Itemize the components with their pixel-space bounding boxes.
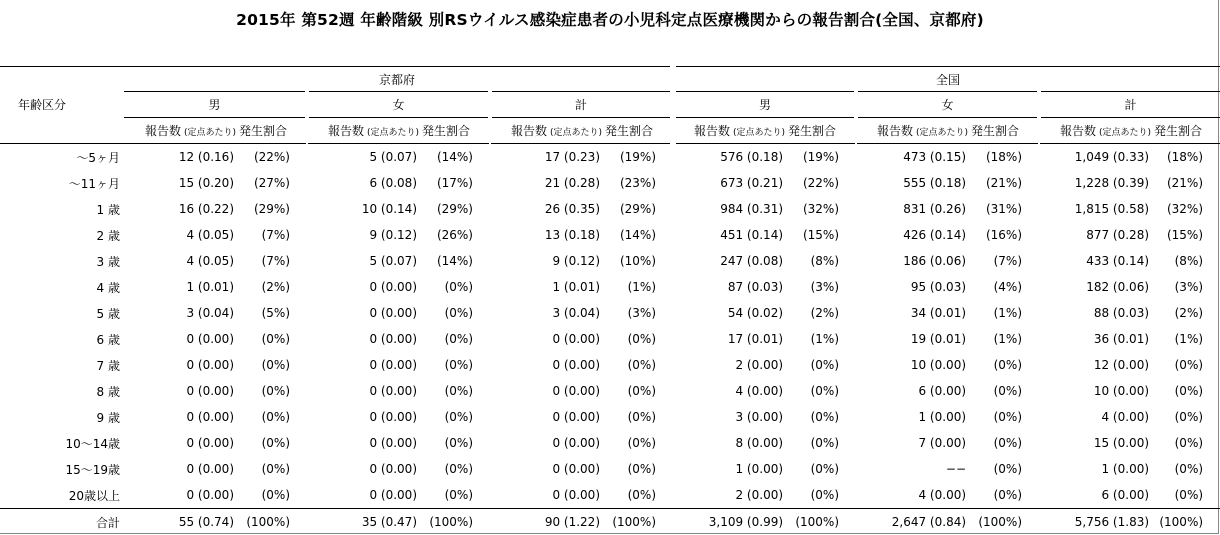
age-group-label: 6 歳 (96, 332, 120, 347)
kyoto-male-reports-subheader (124, 118, 237, 144)
kyoto-male-rate-subheader: 発生割合 (237, 118, 307, 144)
report-count-cell: 0 (0.00) (186, 358, 234, 372)
rate-cell: (10%) (619, 254, 657, 268)
report-count-cell: 0 (0.00) (552, 384, 600, 398)
age-group-label: 10〜14歳 (65, 436, 120, 451)
table-row (0, 248, 1220, 274)
rate-cell: (0%) (810, 488, 840, 502)
rate-cell: (3%) (1174, 280, 1204, 294)
report-count-cell: 16 (0.22) (178, 202, 234, 216)
report-count-cell: 34 (0.01) (910, 306, 967, 320)
rate-cell: (19%) (619, 150, 657, 164)
rate-cell: (2%) (810, 306, 840, 320)
per-site-label: (定点あたり) (732, 128, 786, 138)
rate-cell: (100%) (420, 509, 490, 535)
rate-cell: (32%) (1166, 202, 1204, 216)
rate-cell: (26%) (436, 228, 473, 242)
rate-cell: (7%) (261, 254, 290, 268)
report-count-cell: 0 (0.00) (369, 332, 417, 346)
per-site-label: (定点あたり) (915, 128, 969, 138)
total-row (0, 509, 1220, 535)
rate-cell: (100%) (969, 509, 1039, 535)
report-count-cell: 55 (0.74) (124, 509, 237, 535)
rate-cell: (18%) (985, 150, 1023, 164)
report-count-cell: 13 (0.18) (544, 228, 600, 242)
report-count-cell: 426 (0.14) (903, 228, 967, 242)
report-count-cell: 1 (0.00) (1101, 462, 1150, 476)
rate-cell: (4%) (993, 280, 1023, 294)
rate-cell: (2%) (1174, 306, 1204, 320)
report-count-cell: 473 (0.15) (903, 150, 967, 164)
kyoto-male-header: 男 (124, 92, 307, 118)
rate-cell: (23%) (619, 176, 657, 190)
report-count-cell: 0 (0.00) (186, 332, 234, 346)
rate-cell: (27%) (253, 176, 290, 190)
table-row (0, 326, 1220, 352)
rate-cell: (0%) (627, 436, 657, 450)
report-count-cell: 0 (0.00) (552, 436, 600, 450)
per-site-label: (定点あたり) (183, 128, 236, 138)
rate-cell: (18%) (1166, 150, 1204, 164)
national-male-reports-subheader (673, 118, 786, 144)
national-female-header: 女 (856, 92, 1039, 118)
rate-cell: (0%) (444, 488, 473, 502)
report-count-cell: 12 (0.16) (178, 150, 234, 164)
rate-cell: (3%) (627, 306, 657, 320)
report-count-cell: 433 (0.14) (1086, 254, 1150, 268)
report-count-cell: 451 (0.14) (720, 228, 784, 242)
report-count-cell: 831 (0.26) (903, 202, 967, 216)
rate-cell: (14%) (436, 150, 473, 164)
kyoto-female-rate-subheader: 発生割合 (420, 118, 490, 144)
rate-cell: (0%) (810, 358, 840, 372)
report-count-cell: 984 (0.31) (720, 202, 784, 216)
per-site-label: (定点あたり) (366, 128, 419, 138)
report-count-cell: 95 (0.03) (910, 280, 967, 294)
rate-cell: (0%) (261, 436, 290, 450)
rate-cell: (0%) (444, 462, 473, 476)
report-count-cell: 0 (0.00) (369, 436, 417, 450)
rate-cell: (0%) (261, 332, 290, 346)
report-count-cell: 555 (0.18) (903, 176, 967, 190)
report-count-cell: 9 (0.12) (369, 228, 417, 242)
table-row (0, 352, 1220, 378)
report-count-cell: 6 (0.08) (369, 176, 417, 190)
age-column-header: 年齢区分 (18, 98, 67, 112)
report-count-cell: 1 (0.00) (918, 410, 967, 424)
report-count-cell: 2 (0.00) (735, 358, 784, 372)
rate-cell: (8%) (1174, 254, 1204, 268)
rate-cell: (0%) (810, 462, 840, 476)
rsv-age-report-table (0, 66, 1220, 535)
report-count-cell: 576 (0.18) (720, 150, 784, 164)
rate-cell: (19%) (802, 150, 840, 164)
report-count-cell: 15 (0.20) (178, 176, 234, 190)
rate-cell: (8%) (810, 254, 840, 268)
national-total-rate-subheader: 発生割合 (1152, 118, 1220, 144)
report-count-cell: 0 (0.00) (186, 462, 234, 476)
report-count-cell: 19 (0.01) (910, 332, 967, 346)
rate-cell: (100%) (786, 509, 856, 535)
rate-cell: (0%) (444, 280, 473, 294)
report-count-cell: 3,109 (0.99) (673, 509, 786, 535)
report-count-cell: 0 (0.00) (186, 410, 234, 424)
report-count-cell: 12 (0.00) (1093, 358, 1150, 372)
report-count-cell: 4 (0.05) (186, 254, 234, 268)
rate-cell: (0%) (444, 384, 473, 398)
rate-cell: (14%) (436, 254, 473, 268)
rate-cell: (0%) (627, 384, 657, 398)
report-count-cell: 6 (0.00) (1101, 488, 1150, 502)
per-site-label: (定点あたり) (1098, 128, 1152, 138)
page-title: 2015年 第52週 年齢階級 別RSウイルス感染症患者の小児科定点医療機関からの報告割合(全国、京都府) (236, 11, 984, 29)
rate-cell: (22%) (253, 150, 290, 164)
rate-cell: (0%) (261, 410, 290, 424)
rate-cell: (5%) (261, 306, 290, 320)
age-group-label: 〜5ヶ月 (76, 150, 120, 165)
rate-cell: (29%) (253, 202, 290, 216)
national-female-rate-subheader: 発生割合 (969, 118, 1039, 144)
age-group-label: 9 歳 (96, 410, 120, 425)
rate-cell: (0%) (993, 488, 1023, 502)
report-count-cell: 673 (0.21) (720, 176, 784, 190)
reports-label: 報告数 (1059, 124, 1096, 138)
rate-cell: (0%) (1174, 358, 1204, 372)
reports-label: 報告数 (876, 124, 913, 138)
rate-cell: (1%) (627, 280, 657, 294)
region-header-national: 全国 (673, 67, 1220, 92)
rate-cell: (16%) (985, 228, 1023, 242)
rate-cell: (29%) (436, 202, 473, 216)
report-count-cell: 4 (0.05) (186, 228, 234, 242)
national-female-reports-subheader (856, 118, 969, 144)
report-count-cell: 4 (0.00) (1101, 410, 1150, 424)
rate-cell: (1%) (810, 332, 840, 346)
age-group-label: 4 歳 (96, 280, 120, 295)
rate-cell: (0%) (444, 306, 473, 320)
rate-cell: (0%) (627, 462, 657, 476)
rate-cell: (0%) (627, 410, 657, 424)
report-count-cell: 5 (0.07) (369, 254, 417, 268)
rate-cell: (1%) (1174, 332, 1204, 346)
rate-cell: (22%) (802, 176, 840, 190)
rate-cell: (0%) (1174, 410, 1204, 424)
report-count-cell: 1,228 (0.39) (1074, 176, 1150, 190)
age-group-label: 5 歳 (96, 306, 120, 321)
reports-label: 報告数 (144, 124, 181, 138)
kyoto-female-reports-subheader (307, 118, 420, 144)
rate-cell: (31%) (985, 202, 1023, 216)
rate-cell: (7%) (261, 228, 290, 242)
report-count-cell: 26 (0.35) (544, 202, 600, 216)
report-count-cell: 88 (0.03) (1093, 306, 1150, 320)
table-row (0, 300, 1220, 326)
kyoto-total-header: 計 (490, 92, 673, 118)
table-row (0, 404, 1220, 430)
rate-cell: (0%) (810, 436, 840, 450)
rate-cell: (0%) (261, 462, 290, 476)
rate-cell: (7%) (993, 254, 1023, 268)
report-count-cell: 21 (0.28) (544, 176, 600, 190)
region-header-kyoto: 京都府 (124, 67, 673, 92)
report-count-cell: −− (945, 462, 967, 476)
report-count-cell: 0 (0.00) (552, 488, 600, 502)
rate-cell: (0%) (627, 358, 657, 372)
kyoto-total-reports-subheader (490, 118, 603, 144)
rate-cell: (0%) (444, 332, 473, 346)
age-group-label: 3 歳 (96, 254, 120, 269)
report-count-cell: 0 (0.00) (369, 410, 417, 424)
rate-cell: (0%) (444, 358, 473, 372)
rate-cell: (0%) (627, 332, 657, 346)
rate-cell: (0%) (993, 410, 1023, 424)
report-count-cell: 10 (0.00) (910, 358, 967, 372)
report-count-cell: 0 (0.00) (186, 384, 234, 398)
report-count-cell: 877 (0.28) (1086, 228, 1150, 242)
table-row (0, 222, 1220, 248)
report-count-cell: 1,049 (0.33) (1074, 150, 1150, 164)
rate-cell: (21%) (985, 176, 1023, 190)
rate-cell: (0%) (993, 436, 1023, 450)
table-row (0, 170, 1220, 196)
report-count-cell: 0 (0.00) (186, 436, 234, 450)
report-count-cell: 5,756 (1.83) (1039, 509, 1152, 535)
age-group-label: 7 歳 (96, 358, 120, 373)
rate-cell: (15%) (1166, 228, 1204, 242)
report-count-cell: 6 (0.00) (918, 384, 967, 398)
report-count-cell: 90 (1.22) (490, 509, 603, 535)
rate-cell: (15%) (802, 228, 840, 242)
report-count-cell: 7 (0.00) (918, 436, 967, 450)
rate-cell: (3%) (810, 280, 840, 294)
report-count-cell: 87 (0.03) (727, 280, 784, 294)
rate-cell: (21%) (1166, 176, 1204, 190)
table-row (0, 456, 1220, 482)
rate-cell: (0%) (444, 410, 473, 424)
total-label: 合計 (0, 509, 124, 535)
rate-cell: (1%) (993, 332, 1023, 346)
rate-cell: (100%) (1152, 509, 1220, 535)
age-group-label: 1 歳 (96, 202, 120, 217)
report-count-cell: 1 (0.01) (552, 280, 600, 294)
report-count-cell: 1 (0.01) (186, 280, 234, 294)
national-total-reports-subheader (1039, 118, 1152, 144)
rate-cell: (32%) (802, 202, 840, 216)
report-count-cell: 247 (0.08) (720, 254, 784, 268)
rate-cell: (0%) (627, 488, 657, 502)
report-count-cell: 15 (0.00) (1093, 436, 1150, 450)
report-count-cell: 0 (0.00) (369, 358, 417, 372)
rate-cell: (0%) (261, 358, 290, 372)
per-site-label: (定点あたり) (549, 128, 602, 138)
report-count-cell: 10 (0.14) (361, 202, 417, 216)
report-count-cell: 0 (0.00) (369, 280, 417, 294)
age-group-label: 8 歳 (96, 384, 120, 399)
rate-cell: (100%) (603, 509, 673, 535)
report-count-cell: 5 (0.07) (369, 150, 417, 164)
national-total-header: 計 (1039, 92, 1220, 118)
report-count-cell: 2,647 (0.84) (856, 509, 969, 535)
rate-cell: (14%) (619, 228, 657, 242)
table-row (0, 274, 1220, 300)
rate-cell: (100%) (237, 509, 307, 535)
age-group-label: 2 歳 (96, 228, 120, 243)
national-male-header: 男 (673, 92, 856, 118)
table-row (0, 144, 1220, 171)
report-count-cell: 0 (0.00) (369, 488, 417, 502)
report-count-cell: 1,815 (0.58) (1074, 202, 1150, 216)
report-count-cell: 1 (0.00) (735, 462, 784, 476)
kyoto-total-rate-subheader: 発生割合 (603, 118, 673, 144)
rate-cell: (2%) (261, 280, 290, 294)
age-group-label: 20歳以上 (68, 488, 120, 503)
report-count-cell: 186 (0.06) (903, 254, 967, 268)
subheader-spacer (0, 118, 124, 144)
header-corner (0, 67, 124, 92)
report-count-cell: 3 (0.00) (735, 410, 784, 424)
reports-label: 報告数 (327, 124, 364, 138)
report-count-cell: 4 (0.00) (918, 488, 967, 502)
reports-label: 報告数 (693, 124, 730, 138)
rate-cell: (0%) (810, 410, 840, 424)
rate-cell: (0%) (1174, 436, 1204, 450)
table-row (0, 196, 1220, 222)
report-count-cell: 0 (0.00) (552, 462, 600, 476)
reports-label: 報告数 (510, 124, 547, 138)
report-count-cell: 0 (0.00) (552, 358, 600, 372)
report-count-cell: 0 (0.00) (369, 306, 417, 320)
table-row (0, 430, 1220, 456)
report-count-cell: 3 (0.04) (552, 306, 600, 320)
rate-cell: (0%) (1174, 488, 1204, 502)
rate-cell: (29%) (619, 202, 657, 216)
rate-cell: (0%) (810, 384, 840, 398)
report-count-cell: 54 (0.02) (727, 306, 784, 320)
report-count-cell: 10 (0.00) (1093, 384, 1150, 398)
age-group-label: 15〜19歳 (65, 462, 120, 477)
report-count-cell: 0 (0.00) (552, 410, 600, 424)
kyoto-female-header: 女 (307, 92, 490, 118)
report-count-cell: 17 (0.23) (544, 150, 600, 164)
report-count-cell: 17 (0.01) (727, 332, 784, 346)
report-count-cell: 9 (0.12) (552, 254, 600, 268)
report-count-cell: 8 (0.00) (735, 436, 784, 450)
rate-cell: (0%) (444, 436, 473, 450)
rate-cell: (1%) (993, 306, 1023, 320)
national-male-rate-subheader: 発生割合 (786, 118, 856, 144)
report-count-cell: 0 (0.00) (369, 384, 417, 398)
rate-cell: (0%) (1174, 384, 1204, 398)
report-count-cell: 0 (0.00) (552, 332, 600, 346)
report-count-cell: 182 (0.06) (1086, 280, 1150, 294)
table-row (0, 378, 1220, 404)
rate-cell: (0%) (993, 462, 1023, 476)
age-group-label: 〜11ヶ月 (68, 176, 120, 191)
report-count-cell: 4 (0.00) (735, 384, 784, 398)
rate-cell: (0%) (993, 384, 1023, 398)
report-count-cell: 0 (0.00) (369, 462, 417, 476)
rate-cell: (0%) (261, 384, 290, 398)
report-count-cell: 3 (0.04) (186, 306, 234, 320)
report-count-cell: 36 (0.01) (1093, 332, 1150, 346)
rate-cell: (0%) (261, 488, 290, 502)
table-row (0, 482, 1220, 509)
report-count-cell: 2 (0.00) (735, 488, 784, 502)
rate-cell: (0%) (993, 358, 1023, 372)
report-count-cell: 35 (0.47) (307, 509, 420, 535)
report-count-cell: 0 (0.00) (186, 488, 234, 502)
rate-cell: (17%) (436, 176, 473, 190)
rate-cell: (0%) (1174, 462, 1204, 476)
